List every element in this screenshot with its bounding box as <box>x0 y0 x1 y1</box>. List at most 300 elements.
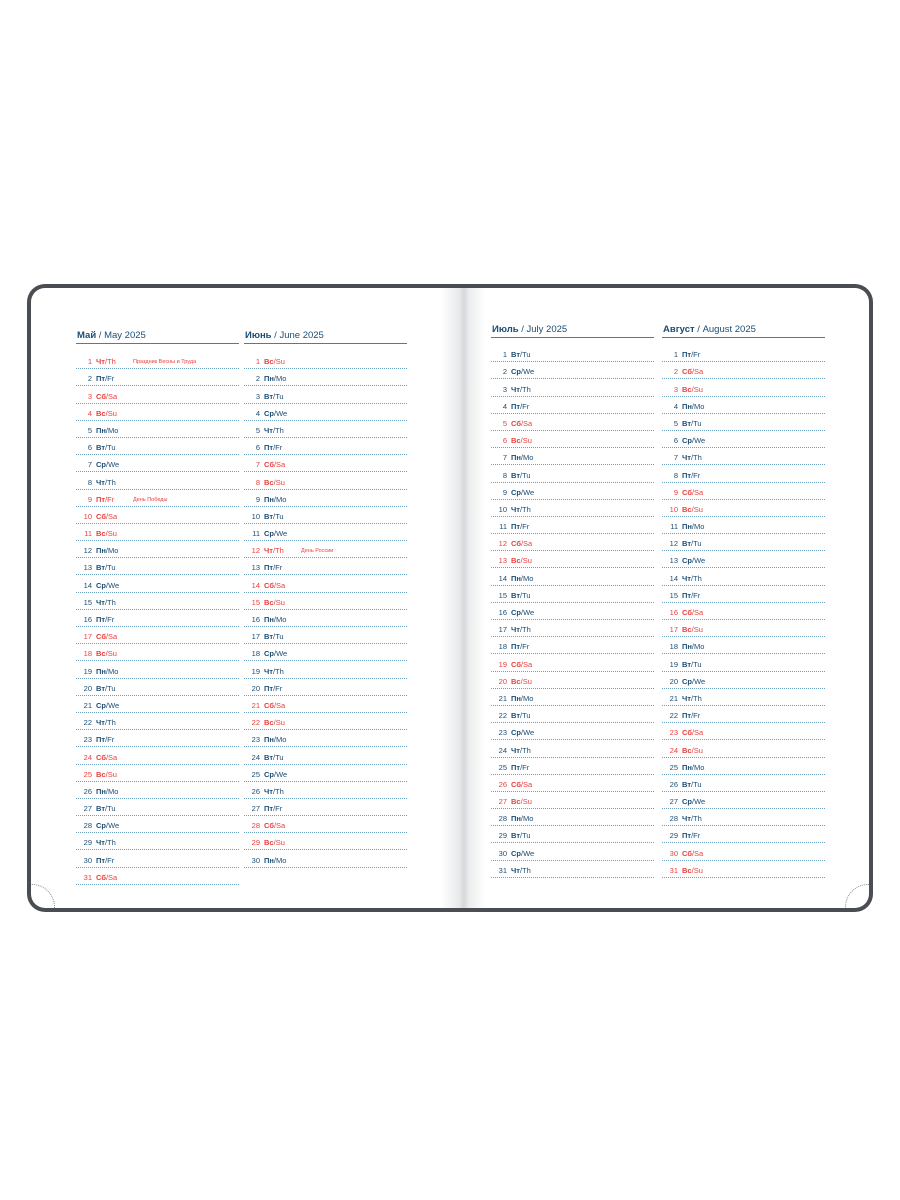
weekday-label: Сб/Sa <box>511 539 533 549</box>
day-number: 15 <box>669 590 678 600</box>
day-row <box>491 672 654 689</box>
day-number: 11 <box>670 522 678 532</box>
weekday-en: Sa <box>694 848 704 858</box>
day-number: 17 <box>498 625 507 635</box>
weekday-label: Сб/Sa <box>264 580 286 590</box>
day-row <box>76 352 239 369</box>
day-number: 8 <box>255 477 260 487</box>
weekday-label: Сб/Sa <box>682 367 704 377</box>
weekday-en: Th <box>107 838 116 848</box>
day-number: 30 <box>669 848 678 858</box>
weekday-label: Чт/Th <box>511 625 531 635</box>
weekday-en: Mo <box>276 615 287 624</box>
weekday-en: Th <box>275 425 284 435</box>
weekday-ru: Ср <box>511 608 521 617</box>
weekday-ru: Пн <box>682 522 692 532</box>
day-number: 29 <box>498 831 507 841</box>
weekday-en: Su <box>693 625 703 635</box>
day-number: 27 <box>83 804 92 814</box>
day-row <box>662 379 825 396</box>
weekday-en: Mo <box>108 546 119 556</box>
weekday-label: Вт/Tu <box>96 443 116 453</box>
month-title: Август / August 2025 <box>663 324 756 335</box>
weekday-label: Пт/Fr <box>264 804 283 814</box>
weekday-ru: Пт <box>264 443 274 453</box>
day-row <box>491 809 654 826</box>
month-title: Май / May 2025 <box>77 330 146 341</box>
weekday-label: Вс/Su <box>682 504 703 514</box>
weekday-ru: Вс <box>682 504 692 514</box>
day-number: 10 <box>669 504 678 514</box>
day-number: 2 <box>255 374 260 384</box>
day-row <box>662 654 825 671</box>
weekday-label: Вс/Su <box>511 676 532 686</box>
weekday-ru: Вт <box>682 659 691 669</box>
day-row <box>491 586 654 603</box>
weekday-label: Сб/Sa <box>682 728 704 738</box>
weekday-ru: Сб <box>511 779 521 789</box>
weekday-label: Сб/Sa <box>682 487 704 497</box>
weekday-ru: Чт <box>511 625 520 635</box>
weekday-ru: Вс <box>511 436 521 446</box>
day-row <box>244 782 407 799</box>
weekday-en: Su <box>693 745 703 755</box>
day-number: 6 <box>502 436 507 446</box>
day-number: 25 <box>83 769 92 779</box>
weekday-ru: Ср <box>96 821 106 831</box>
weekday-label: Вт/Tu <box>511 831 531 841</box>
weekday-ru: Чт <box>511 745 520 755</box>
weekday-ru: Сб <box>96 872 106 882</box>
weekday-en: Tu <box>522 470 531 480</box>
day-row <box>662 843 825 860</box>
day-row <box>76 386 239 403</box>
day-number: 16 <box>83 615 92 624</box>
day-row <box>76 799 239 816</box>
weekday-en: We <box>694 676 706 686</box>
month-july <box>491 319 654 878</box>
weekday-ru: Вт <box>264 632 273 642</box>
weekday-en: Th <box>522 504 531 514</box>
weekday-ru: Пн <box>682 642 692 652</box>
weekday-ru: Вс <box>264 838 274 848</box>
weekday-label: Вс/Su <box>511 556 532 566</box>
weekday-ru: Вт <box>96 804 105 814</box>
month-may <box>76 325 239 885</box>
day-row <box>491 826 654 843</box>
weekday-label: Ср/We <box>682 436 706 446</box>
weekday-ru: Пт <box>682 350 692 360</box>
weekday-ru: Вс <box>511 556 521 566</box>
weekday-ru: Ср <box>96 700 106 710</box>
weekday-label: Пн/Mo <box>682 762 705 772</box>
weekday-label: Вт/Tu <box>96 563 116 573</box>
weekday-en: Sa <box>276 821 286 831</box>
weekday-label: Чт/Th <box>96 357 116 367</box>
weekday-en: Tu <box>275 511 284 521</box>
weekday-ru: Пн <box>264 855 274 865</box>
weekday-ru: Чт <box>264 666 273 676</box>
weekday-ru: Чт <box>96 477 105 487</box>
weekday-en: Su <box>107 769 117 779</box>
weekday-en: Mo <box>276 494 287 504</box>
weekday-label: Сб/Sa <box>96 391 118 401</box>
day-list <box>662 345 825 878</box>
weekday-ru: Пн <box>96 546 106 556</box>
weekday-label: Ср/We <box>264 408 288 418</box>
weekday-ru: Чт <box>96 718 105 728</box>
month-name-en: May 2025 <box>104 330 146 341</box>
day-row <box>491 740 654 757</box>
weekday-en: Th <box>693 453 702 463</box>
weekday-label: Пн/Mo <box>511 814 534 824</box>
day-row <box>491 637 654 654</box>
weekday-label: Ср/We <box>96 460 120 470</box>
weekday-ru: Пт <box>511 642 521 652</box>
day-number: 14 <box>251 580 260 590</box>
weekday-label: Сб/Sa <box>96 752 118 762</box>
day-row <box>244 816 407 833</box>
weekday-en: Th <box>522 865 531 875</box>
day-number: 11 <box>84 529 92 539</box>
weekday-label: Вс/Su <box>264 718 285 728</box>
weekday-en: Tu <box>693 539 702 549</box>
day-row <box>491 620 654 637</box>
weekday-en: Th <box>107 357 116 367</box>
day-row <box>662 517 825 534</box>
weekday-en: Mo <box>694 522 705 532</box>
weekday-ru: Вт <box>511 590 520 600</box>
weekday-ru: Ср <box>511 367 521 377</box>
weekday-en: Mo <box>276 374 287 384</box>
weekday-label: Чт/Th <box>511 865 531 875</box>
weekday-en: Tu <box>522 711 531 721</box>
day-row <box>662 568 825 585</box>
weekday-ru: Вт <box>682 779 691 789</box>
weekday-label: Ср/We <box>511 367 535 377</box>
weekday-label: Пн/Mo <box>511 693 534 703</box>
weekday-en: Mo <box>694 401 705 411</box>
month-name-en: July 2025 <box>526 324 568 335</box>
day-number: 17 <box>83 632 92 642</box>
weekday-en: Th <box>693 693 702 703</box>
day-number: 28 <box>498 814 507 824</box>
weekday-ru: Пн <box>264 615 274 624</box>
weekday-en: Sa <box>276 700 286 710</box>
weekday-label: Пт/Fr <box>511 522 530 532</box>
day-row <box>662 465 825 482</box>
day-row <box>491 689 654 706</box>
day-row <box>244 833 407 850</box>
weekday-en: Sa <box>694 728 704 738</box>
weekday-label: Вс/Su <box>264 477 285 487</box>
day-row <box>76 713 239 730</box>
day-row <box>662 740 825 757</box>
day-number: 21 <box>251 700 260 710</box>
weekday-ru: Пн <box>511 693 521 703</box>
weekday-label: Вт/Tu <box>96 804 116 814</box>
day-row <box>491 362 654 379</box>
weekday-label: Ср/We <box>511 728 535 738</box>
weekday-ru: Ср <box>264 529 274 539</box>
weekday-en: Fr <box>522 401 530 411</box>
day-list <box>491 345 654 878</box>
day-number: 17 <box>251 632 260 642</box>
day-number: 23 <box>669 728 678 738</box>
weekday-ru: Пт <box>264 804 274 814</box>
day-row <box>662 809 825 826</box>
month-name-ru: Август <box>663 324 695 335</box>
weekday-en: Tu <box>522 350 531 360</box>
weekday-en: Th <box>107 718 116 728</box>
day-row <box>76 404 239 421</box>
weekday-label: Чт/Th <box>264 425 284 435</box>
weekday-ru: Сб <box>96 511 106 521</box>
day-row <box>76 661 239 678</box>
weekday-en: Tu <box>107 804 116 814</box>
weekday-en: Fr <box>522 522 530 532</box>
weekday-en: Fr <box>275 443 283 453</box>
weekday-label: Ср/We <box>511 608 535 617</box>
weekday-ru: Пт <box>264 683 274 693</box>
day-number: 31 <box>669 865 678 875</box>
weekday-ru: Сб <box>264 821 274 831</box>
weekday-label: Ср/We <box>682 797 706 807</box>
day-row <box>662 431 825 448</box>
day-row <box>491 723 654 740</box>
weekday-ru: Пт <box>682 590 692 600</box>
weekday-label: Пн/Mo <box>96 425 119 435</box>
weekday-en: We <box>276 529 288 539</box>
weekday-en: We <box>276 408 288 418</box>
weekday-label: Пн/Mo <box>511 573 534 583</box>
day-number: 4 <box>255 408 260 418</box>
day-number: 15 <box>498 590 507 600</box>
day-number: 7 <box>255 460 260 470</box>
day-number: 11 <box>499 522 507 532</box>
day-row <box>76 833 239 850</box>
weekday-ru: Чт <box>511 865 520 875</box>
day-row <box>76 541 239 558</box>
day-row <box>76 747 239 764</box>
day-number: 22 <box>498 711 507 721</box>
day-number: 15 <box>251 597 260 607</box>
weekday-label: Сб/Sa <box>511 418 533 428</box>
weekday-ru: Чт <box>96 838 105 848</box>
weekday-ru: Пн <box>96 666 106 676</box>
weekday-en: Fr <box>107 735 115 745</box>
weekday-en: Th <box>275 666 284 676</box>
weekday-ru: Чт <box>96 597 105 607</box>
day-row <box>76 696 239 713</box>
day-row <box>76 868 239 885</box>
weekday-label: Ср/We <box>96 700 120 710</box>
day-row <box>491 500 654 517</box>
day-number: 10 <box>83 511 92 521</box>
day-number: 5 <box>255 425 260 435</box>
weekday-ru: Ср <box>682 797 692 807</box>
month-name-ru: Июль <box>492 324 519 335</box>
weekday-ru: Вс <box>682 625 692 635</box>
day-number: 24 <box>498 745 507 755</box>
day-row <box>244 799 407 816</box>
day-number: 5 <box>673 418 678 428</box>
weekday-en: Mo <box>108 786 119 796</box>
weekday-en: Fr <box>522 762 530 772</box>
day-row <box>491 414 654 431</box>
weekday-en: Su <box>107 649 117 659</box>
weekday-en: Sa <box>108 872 118 882</box>
weekday-label: Чт/Th <box>96 477 116 487</box>
weekday-en: Tu <box>522 831 531 841</box>
day-row <box>491 775 654 792</box>
day-number: 17 <box>669 625 678 635</box>
day-number: 16 <box>498 608 507 617</box>
weekday-label: Чт/Th <box>264 786 284 796</box>
weekday-en: Fr <box>693 470 701 480</box>
weekday-label: Пт/Fr <box>511 401 530 411</box>
weekday-en: Tu <box>522 590 531 600</box>
day-row <box>244 455 407 472</box>
day-row <box>662 861 825 878</box>
day-number: 9 <box>502 487 507 497</box>
day-row <box>662 775 825 792</box>
weekday-label: Сб/Sa <box>682 608 704 617</box>
weekday-en: Th <box>107 597 116 607</box>
day-number: 24 <box>83 752 92 762</box>
day-number: 10 <box>498 504 507 514</box>
weekday-en: Fr <box>275 683 283 693</box>
weekday-label: Пт/Fr <box>96 494 115 504</box>
planner-spread <box>31 288 869 908</box>
weekday-en: Su <box>107 408 117 418</box>
weekday-en: Su <box>693 865 703 875</box>
weekday-label: Сб/Sa <box>96 872 118 882</box>
weekday-label: Ср/We <box>96 580 120 590</box>
weekday-label: Пт/Fr <box>511 762 530 772</box>
weekday-ru: Ср <box>511 487 521 497</box>
weekday-ru: Ср <box>511 848 521 858</box>
weekday-label: Пн/Mo <box>682 401 705 411</box>
day-number: 2 <box>87 374 92 384</box>
day-number: 4 <box>502 401 507 411</box>
weekday-label: Вс/Su <box>682 865 703 875</box>
day-number: 9 <box>87 494 92 504</box>
day-row <box>76 558 239 575</box>
holiday-label: День России <box>301 548 334 555</box>
day-row <box>491 517 654 534</box>
weekday-en: Sa <box>108 752 118 762</box>
day-number: 19 <box>498 659 507 669</box>
day-row <box>662 414 825 431</box>
weekday-en: Sa <box>108 391 118 401</box>
month-title: Июль / July 2025 <box>492 324 568 335</box>
day-number: 1 <box>255 357 260 367</box>
day-row <box>76 455 239 472</box>
day-number: 20 <box>83 683 92 693</box>
day-number: 16 <box>669 608 678 617</box>
day-row <box>244 850 407 867</box>
weekday-ru: Вс <box>96 649 106 659</box>
day-row <box>76 490 239 507</box>
weekday-label: Чт/Th <box>682 814 702 824</box>
day-number: 4 <box>673 401 678 411</box>
weekday-en: We <box>523 728 535 738</box>
weekday-ru: Пт <box>682 711 692 721</box>
day-row <box>244 575 407 592</box>
day-number: 13 <box>669 556 678 566</box>
day-number: 23 <box>83 735 92 745</box>
weekday-ru: Сб <box>682 608 692 617</box>
planner-cover <box>27 284 873 912</box>
day-number: 2 <box>502 367 507 377</box>
month-header <box>491 319 654 338</box>
weekday-en: Sa <box>523 659 533 669</box>
weekday-label: Чт/Th <box>511 384 531 394</box>
weekday-ru: Пн <box>682 762 692 772</box>
weekday-label: Пн/Mo <box>264 855 287 865</box>
weekday-label: Пн/Mo <box>511 453 534 463</box>
weekday-en: Tu <box>275 391 284 401</box>
weekday-en: Th <box>522 625 531 635</box>
day-row <box>244 713 407 730</box>
weekday-ru: Ср <box>96 460 106 470</box>
day-row <box>244 679 407 696</box>
day-row <box>244 352 407 369</box>
weekday-en: Mo <box>108 425 119 435</box>
day-number: 26 <box>498 779 507 789</box>
month-june <box>244 325 407 868</box>
day-row <box>76 782 239 799</box>
day-row <box>244 490 407 507</box>
day-row <box>662 826 825 843</box>
day-row <box>662 534 825 551</box>
day-row <box>76 369 239 386</box>
day-row <box>491 568 654 585</box>
day-row <box>76 507 239 524</box>
weekday-ru: Вт <box>96 443 105 453</box>
weekday-en: Su <box>522 436 532 446</box>
day-row <box>491 397 654 414</box>
weekday-label: Вт/Tu <box>682 659 702 669</box>
month-name-ru: Май <box>77 330 97 341</box>
day-number: 26 <box>251 786 260 796</box>
day-number: 26 <box>83 786 92 796</box>
day-number: 13 <box>251 563 260 573</box>
weekday-en: Su <box>275 718 285 728</box>
weekday-label: Пт/Fr <box>511 642 530 652</box>
weekday-ru: Вс <box>96 529 106 539</box>
day-number: 3 <box>255 391 260 401</box>
day-row <box>491 603 654 620</box>
weekday-label: Сб/Sa <box>264 700 286 710</box>
weekday-ru: Сб <box>264 460 274 470</box>
weekday-label: Ср/We <box>682 556 706 566</box>
weekday-en: We <box>694 797 706 807</box>
day-number: 12 <box>669 539 678 549</box>
weekday-label: Пн/Mo <box>96 786 119 796</box>
day-row <box>76 593 239 610</box>
weekday-ru: Пт <box>96 735 106 745</box>
day-number: 31 <box>83 872 92 882</box>
weekday-en: Su <box>693 504 703 514</box>
day-number: 19 <box>83 666 92 676</box>
day-number: 16 <box>251 615 260 624</box>
weekday-en: Sa <box>694 487 704 497</box>
weekday-label: Пт/Fr <box>682 470 701 480</box>
weekday-label: Пт/Fr <box>96 374 115 384</box>
weekday-en: Fr <box>107 494 115 504</box>
